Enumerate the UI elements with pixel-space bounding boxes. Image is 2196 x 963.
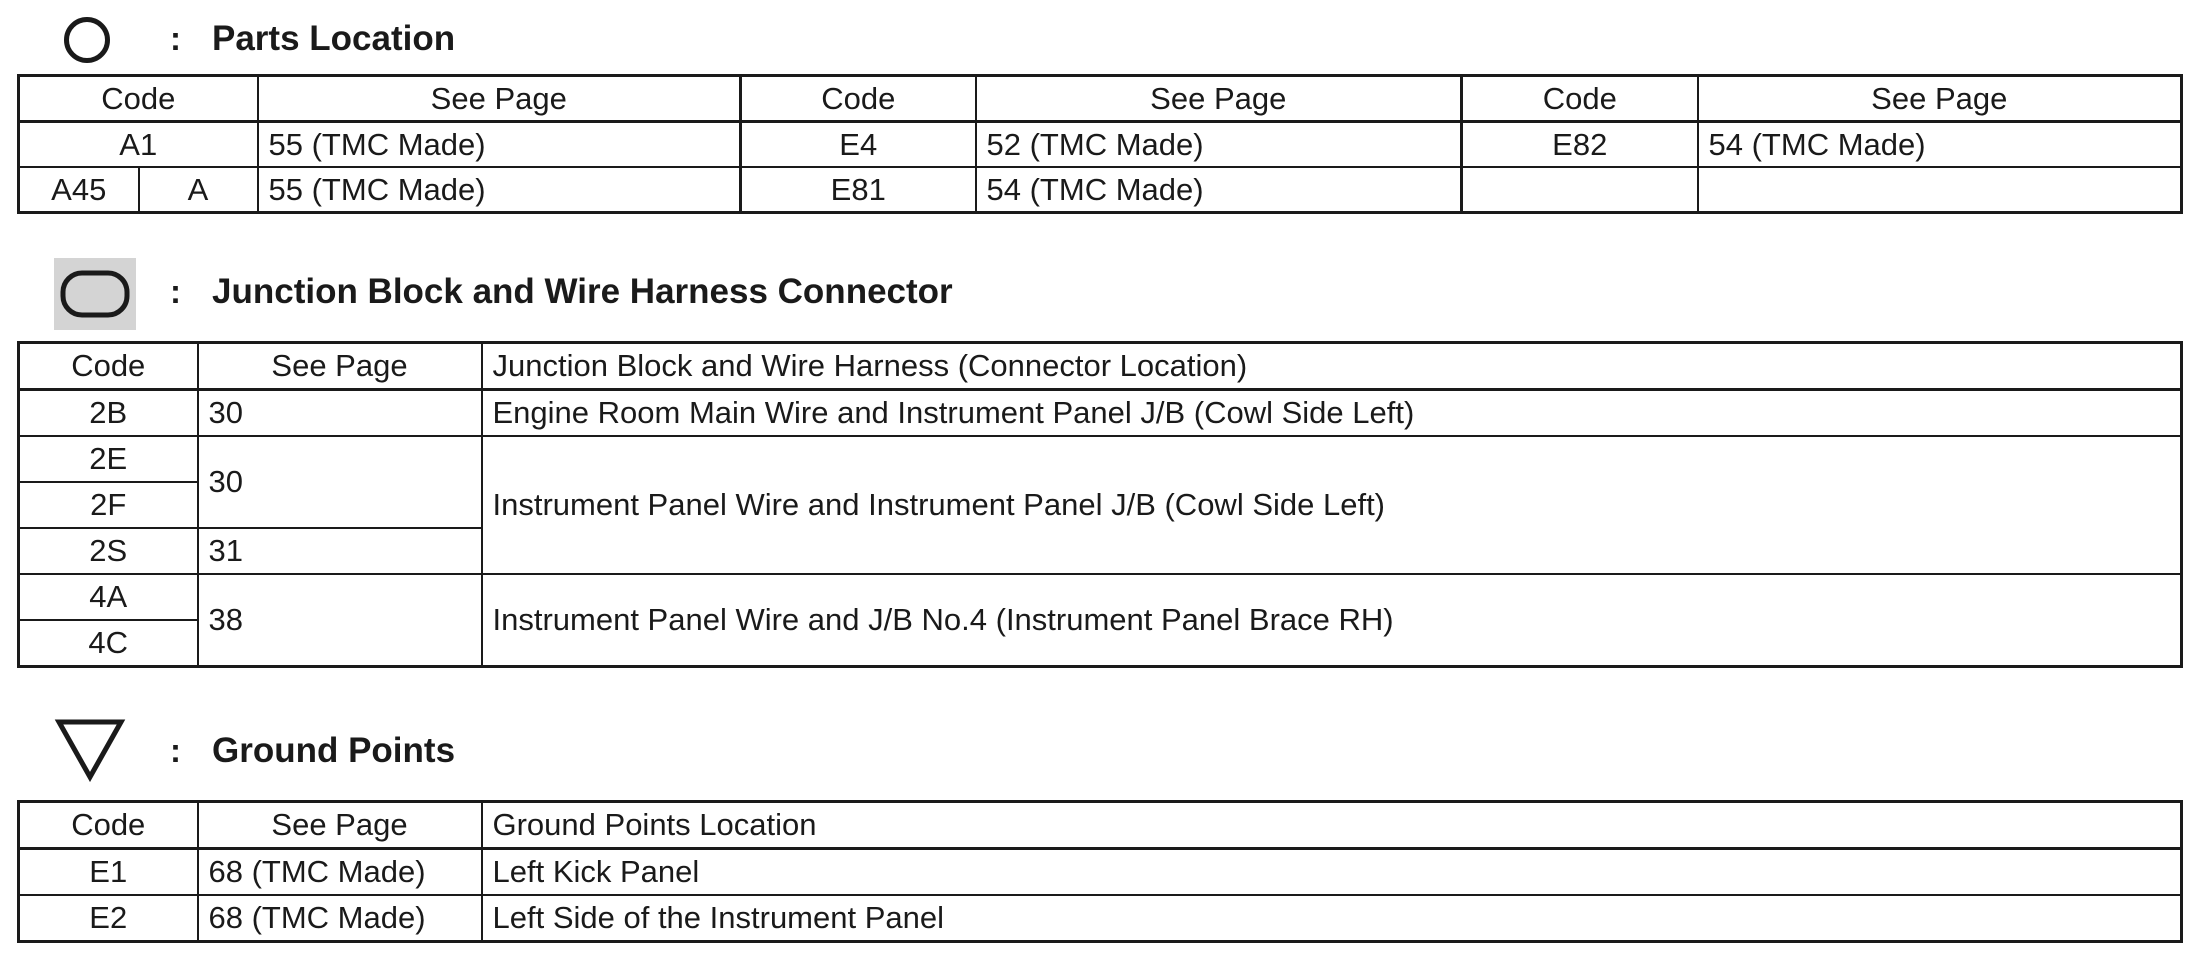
page-cell: 54 (TMC Made) [976,167,1462,213]
table-row [19,167,2182,213]
page-cell: 52 (TMC Made) [976,122,1462,168]
table-row [19,849,2182,896]
inverted-triangle-icon [54,718,126,782]
location-cell: Left Kick Panel [482,849,2182,896]
page-cell: 30 [198,436,482,528]
code-cell: 2E [19,436,198,482]
code-cell [1462,167,1698,213]
page-cell: 55 (TMC Made) [258,122,741,168]
header-see-page: See Page [976,76,1462,122]
code-cell: 2B [19,390,198,437]
section-colon: : [170,273,181,310]
header-code: Code [19,343,198,390]
header-code: Code [1462,76,1698,122]
page-cell: 30 [198,390,482,437]
table-row [19,122,2182,168]
table-row [19,436,2182,482]
section-title: Parts Location [212,19,456,58]
code-cell: 2S [19,528,198,574]
code-cell: A1 [19,122,258,168]
code-cell: 4A [19,574,198,620]
header-location: Ground Points Location [482,802,2182,849]
code-cell: E1 [19,849,198,896]
table-header-row [19,76,2182,122]
header-see-page: See Page [258,76,741,122]
code-cell: 2F [19,482,198,528]
page-cell [1698,167,2182,213]
subcode-cell: A [139,167,258,213]
table-header-row [19,802,2182,849]
page-cell: 31 [198,528,482,574]
code-cell: 4C [19,620,198,667]
table-header-row [19,343,2182,390]
table-row [19,895,2182,942]
junction-block-header [0,258,1200,318]
location-cell: Left Side of the Instrument Panel [482,895,2182,942]
page-cell: 68 (TMC Made) [198,849,482,896]
section-colon: : [170,20,181,57]
table-row [19,390,2182,437]
page-cell: 54 (TMC Made) [1698,122,2182,168]
header-see-page: See Page [1698,76,2182,122]
code-cell: E82 [1462,122,1698,168]
header-code: Code [741,76,976,122]
ground-points-table [17,800,2183,943]
page-cell: 68 (TMC Made) [198,895,482,942]
section-colon: : [170,732,181,769]
section-title: Ground Points [212,731,456,770]
parts-location-header [0,15,1200,75]
junction-block-table [17,341,2183,668]
rounded-rectangle-icon [54,258,136,330]
table-row [19,574,2182,620]
header-code: Code [19,76,258,122]
header-code: Code [19,802,198,849]
page-cell: 55 (TMC Made) [258,167,741,213]
location-cell: Engine Room Main Wire and Instrument Panel J/B (Cowl Side Left) [482,390,2182,437]
code-cell: E2 [19,895,198,942]
header-see-page: See Page [198,802,482,849]
location-cell: Instrument Panel Wire and Instrument Panel J/B (Cowl Side Left) [482,436,2182,574]
ground-points-header [0,718,1200,778]
code-cell: A45 [19,167,139,213]
circle-icon [62,15,112,65]
header-see-page: See Page [198,343,482,390]
header-location: Junction Block and Wire Harness (Connector Location) [482,343,2182,390]
code-cell: E81 [741,167,976,213]
code-cell: E4 [741,122,976,168]
page-cell: 38 [198,574,482,667]
location-cell: Instrument Panel Wire and J/B No.4 (Instrument Panel Brace RH) [482,574,2182,667]
section-title: Junction Block and Wire Harness Connector [212,272,953,311]
parts-location-table [17,74,2183,214]
